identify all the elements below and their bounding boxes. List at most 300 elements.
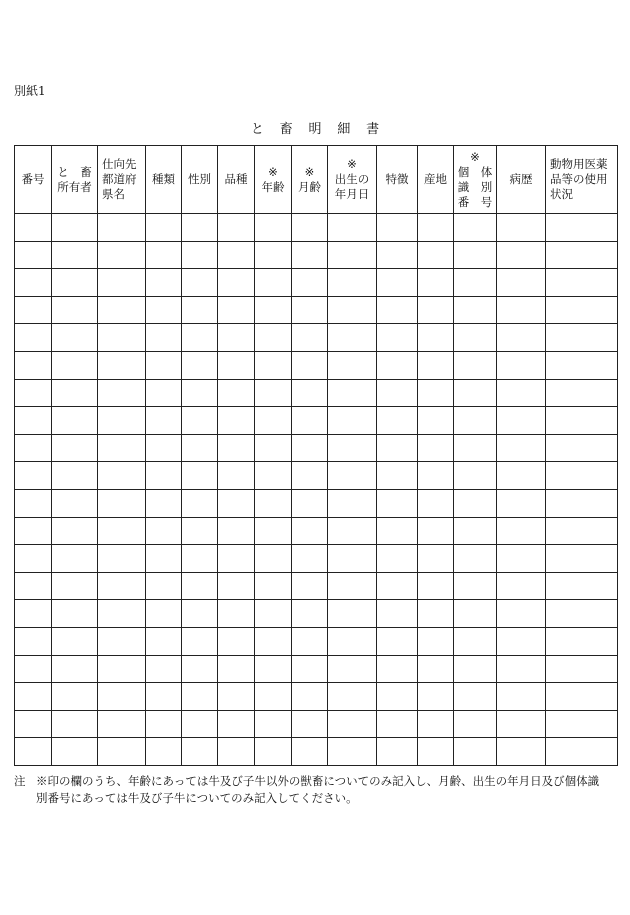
table-cell[interactable] [377,655,418,683]
table-cell[interactable] [98,434,146,462]
table-cell[interactable] [15,407,52,435]
table-cell[interactable] [15,324,52,352]
table-cell[interactable] [182,434,218,462]
table-cell[interactable] [218,545,255,573]
table-cell[interactable] [255,407,292,435]
table-cell[interactable] [377,600,418,628]
table-cell[interactable] [328,572,377,600]
table-cell[interactable] [546,407,618,435]
table-cell[interactable] [52,407,98,435]
table-cell[interactable] [454,627,497,655]
table-cell[interactable] [255,627,292,655]
table-cell[interactable] [52,351,98,379]
table-cell[interactable] [454,407,497,435]
table-cell[interactable] [546,269,618,297]
table-cell[interactable] [146,545,182,573]
table-cell[interactable] [98,489,146,517]
header-age-months: ※ 月齢 [292,146,328,214]
table-cell[interactable] [497,462,546,490]
table-cell[interactable] [182,627,218,655]
table-cell[interactable] [182,489,218,517]
table-cell[interactable] [218,738,255,766]
table-cell[interactable] [497,434,546,462]
table-cell[interactable] [146,214,182,242]
table-cell[interactable] [418,434,454,462]
footnote [14,773,618,807]
table-cell[interactable] [454,517,497,545]
table-cell[interactable] [146,489,182,517]
table-cell[interactable] [377,710,418,738]
table-cell[interactable] [292,710,328,738]
table-cell[interactable] [146,296,182,324]
table-cell[interactable] [328,379,377,407]
table-cell[interactable] [98,269,146,297]
table-cell[interactable] [52,241,98,269]
table-cell[interactable] [418,351,454,379]
header-age: ※ 年齢 [255,146,292,214]
table-cell[interactable] [218,683,255,711]
table-cell[interactable] [292,738,328,766]
table-cell[interactable] [292,545,328,573]
table-cell[interactable] [52,655,98,683]
table-cell[interactable] [255,655,292,683]
table-cell[interactable] [52,517,98,545]
table-cell[interactable] [255,324,292,352]
table-cell[interactable] [218,710,255,738]
table-cell[interactable] [546,434,618,462]
table-cell[interactable] [218,214,255,242]
table-cell[interactable] [146,572,182,600]
table-cell[interactable] [497,269,546,297]
table-cell[interactable] [377,545,418,573]
table-cell[interactable] [292,489,328,517]
table-cell[interactable] [454,434,497,462]
table-cell[interactable] [255,462,292,490]
table-cell[interactable] [546,545,618,573]
table-cell[interactable] [454,545,497,573]
table-cell[interactable] [497,545,546,573]
table-cell[interactable] [182,655,218,683]
table-cell[interactable] [377,351,418,379]
table-cell[interactable] [546,627,618,655]
table-cell[interactable] [218,351,255,379]
table-cell[interactable] [218,407,255,435]
table-cell[interactable] [454,738,497,766]
table-cell[interactable] [377,241,418,269]
table-cell[interactable] [292,351,328,379]
table-cell[interactable] [146,683,182,711]
table-cell[interactable] [292,572,328,600]
header-breed: 品種 [218,146,255,214]
table-cell[interactable] [546,600,618,628]
table-cell[interactable] [15,379,52,407]
table-cell[interactable] [377,407,418,435]
table-cell[interactable] [218,655,255,683]
table-cell[interactable] [98,241,146,269]
table-cell[interactable] [454,683,497,711]
table-cell[interactable] [15,545,52,573]
table-cell[interactable] [292,407,328,435]
table-cell[interactable] [546,655,618,683]
table-cell[interactable] [497,324,546,352]
table-cell[interactable] [98,545,146,573]
table-cell[interactable] [98,379,146,407]
table-cell[interactable] [146,600,182,628]
table-cell[interactable] [182,214,218,242]
table-cell[interactable] [52,269,98,297]
table-cell[interactable] [454,269,497,297]
table-cell[interactable] [146,710,182,738]
table-cell[interactable] [52,296,98,324]
table-cell[interactable] [146,627,182,655]
table-cell[interactable] [52,489,98,517]
table-cell[interactable] [146,324,182,352]
table-cell[interactable] [146,379,182,407]
table-cell[interactable] [255,710,292,738]
table-cell[interactable] [497,655,546,683]
table-cell[interactable] [146,655,182,683]
table-cell[interactable] [255,600,292,628]
table-cell[interactable] [15,214,52,242]
header-sex: 性別 [182,146,218,214]
table-cell[interactable] [255,269,292,297]
table-cell[interactable] [377,324,418,352]
table-cell[interactable] [418,683,454,711]
table-cell[interactable] [328,489,377,517]
table-cell[interactable] [182,738,218,766]
table-cell[interactable] [454,489,497,517]
table-cell[interactable] [146,517,182,545]
table-cell[interactable] [15,655,52,683]
table-cell[interactable] [15,462,52,490]
table-cell[interactable] [328,269,377,297]
table-cell[interactable] [292,600,328,628]
table-cell[interactable] [546,324,618,352]
table-cell[interactable] [52,545,98,573]
table-cell[interactable] [255,379,292,407]
table-cell[interactable] [418,296,454,324]
table-cell[interactable] [146,738,182,766]
table-cell[interactable] [98,407,146,435]
table-cell[interactable] [328,324,377,352]
table-cell[interactable] [328,627,377,655]
table-cell[interactable] [15,351,52,379]
table-cell[interactable] [182,269,218,297]
table-cell[interactable] [497,489,546,517]
table-cell[interactable] [182,379,218,407]
table-cell[interactable] [546,214,618,242]
table-cell[interactable] [15,710,52,738]
table-cell[interactable] [328,462,377,490]
table-cell[interactable] [52,462,98,490]
table-row [15,627,618,655]
table-cell[interactable] [418,710,454,738]
table-cell[interactable] [98,572,146,600]
table-cell[interactable] [255,241,292,269]
table-cell[interactable] [418,655,454,683]
table-cell[interactable] [15,600,52,628]
table-cell[interactable] [52,710,98,738]
table-cell[interactable] [546,351,618,379]
table-cell[interactable] [52,738,98,766]
table-cell[interactable] [15,627,52,655]
table-cell[interactable] [218,489,255,517]
table-cell[interactable] [218,269,255,297]
table-cell[interactable] [292,269,328,297]
table-cell[interactable] [52,434,98,462]
table-cell[interactable] [98,517,146,545]
table-cell[interactable] [546,296,618,324]
footnote-line-1: ※印の欄のうち、年齢にあっては牛及び子牛以外の獣畜についてのみ記入し、月齢、出生の年月日及び個体識 [36,774,600,788]
table-cell[interactable] [454,351,497,379]
table-cell[interactable] [98,738,146,766]
table-cell[interactable] [418,324,454,352]
table-cell[interactable] [377,738,418,766]
table-cell[interactable] [454,655,497,683]
table-cell[interactable] [292,434,328,462]
table-cell[interactable] [497,627,546,655]
table-cell[interactable] [454,379,497,407]
table-cell[interactable] [182,600,218,628]
table-cell[interactable] [497,600,546,628]
table-cell[interactable] [418,738,454,766]
table-cell[interactable] [328,241,377,269]
table-cell[interactable] [15,572,52,600]
attachment-label: 別紙1 [14,84,46,98]
table-cell[interactable] [182,241,218,269]
table-cell[interactable] [255,434,292,462]
table-cell[interactable] [546,462,618,490]
table-row [15,462,618,490]
table-cell[interactable] [454,241,497,269]
table-cell[interactable] [15,738,52,766]
table-cell[interactable] [497,241,546,269]
table-cell[interactable] [454,324,497,352]
table-cell[interactable] [218,296,255,324]
table-cell[interactable] [328,545,377,573]
table-cell[interactable] [98,655,146,683]
table-cell[interactable] [454,600,497,628]
table-cell[interactable] [255,296,292,324]
table-cell[interactable] [146,407,182,435]
table-cell[interactable] [546,489,618,517]
table-cell[interactable] [255,489,292,517]
table-cell[interactable] [218,241,255,269]
table-cell[interactable] [377,627,418,655]
table-cell[interactable] [377,214,418,242]
table-cell[interactable] [546,710,618,738]
table-cell[interactable] [255,545,292,573]
table-cell[interactable] [328,407,377,435]
table-cell[interactable] [98,296,146,324]
table-cell[interactable] [292,462,328,490]
table-cell[interactable] [182,324,218,352]
table-cell[interactable] [146,434,182,462]
table-cell[interactable] [182,710,218,738]
table-cell[interactable] [328,517,377,545]
table-cell[interactable] [52,683,98,711]
table-cell[interactable] [328,296,377,324]
table-cell[interactable] [182,462,218,490]
table-cell[interactable] [546,572,618,600]
table-cell[interactable] [328,683,377,711]
table-cell[interactable] [182,572,218,600]
table-cell[interactable] [292,214,328,242]
table-cell[interactable] [497,296,546,324]
table-cell[interactable] [292,517,328,545]
table-cell[interactable] [15,489,52,517]
table-cell[interactable] [218,572,255,600]
table-cell[interactable] [546,738,618,766]
table-cell[interactable] [255,738,292,766]
table-cell[interactable] [98,710,146,738]
table-cell[interactable] [454,710,497,738]
table-cell[interactable] [182,683,218,711]
table-cell[interactable] [497,572,546,600]
table-cell[interactable] [328,710,377,738]
table-cell[interactable] [98,324,146,352]
table-cell[interactable] [377,683,418,711]
footnote-line-2: 別番号にあっては牛及び子牛についてのみ記入してください。 [36,791,358,805]
table-cell[interactable] [15,683,52,711]
table-cell[interactable] [292,296,328,324]
table-cell[interactable] [377,517,418,545]
table-cell[interactable] [497,710,546,738]
header-medical-history: 病歴 [497,146,546,214]
table-cell[interactable] [546,241,618,269]
table-cell[interactable] [454,214,497,242]
table-cell[interactable] [497,214,546,242]
table-cell[interactable] [15,241,52,269]
table-cell[interactable] [328,434,377,462]
table-cell[interactable] [418,545,454,573]
table-cell[interactable] [98,600,146,628]
table-cell[interactable] [328,655,377,683]
table-cell[interactable] [328,351,377,379]
table-cell[interactable] [377,572,418,600]
table-cell[interactable] [377,462,418,490]
table-cell[interactable] [497,738,546,766]
table-cell[interactable] [146,462,182,490]
table-cell[interactable] [52,627,98,655]
table-cell[interactable] [52,572,98,600]
header-birth-date: ※ 出生の 年月日 [328,146,377,214]
table-cell[interactable] [454,572,497,600]
table-cell[interactable] [418,572,454,600]
table-cell[interactable] [377,489,418,517]
table-cell[interactable] [255,572,292,600]
table-cell[interactable] [146,351,182,379]
table-cell[interactable] [146,241,182,269]
table-row [15,407,618,435]
header-individual-id: ※ 個 体 識 別 番 号 [454,146,497,214]
table-cell[interactable] [146,269,182,297]
table-cell[interactable] [497,407,546,435]
table-cell[interactable] [15,269,52,297]
table-cell[interactable] [292,324,328,352]
document-title: と 畜 明 細 書 [250,122,386,137]
slaughter-detail-table [14,145,618,766]
table-cell[interactable] [182,407,218,435]
table-cell[interactable] [218,462,255,490]
header-origin: 産地 [418,146,454,214]
table-cell[interactable] [328,600,377,628]
table-cell[interactable] [418,407,454,435]
table-cell[interactable] [218,324,255,352]
table-cell[interactable] [255,683,292,711]
table-cell[interactable] [497,683,546,711]
table-cell[interactable] [546,683,618,711]
table-cell[interactable] [98,462,146,490]
table-cell[interactable] [52,214,98,242]
table-cell[interactable] [497,379,546,407]
table-cell[interactable] [328,214,377,242]
table-cell[interactable] [98,627,146,655]
table-cell[interactable] [418,214,454,242]
table-cell[interactable] [454,462,497,490]
table-cell[interactable] [182,351,218,379]
table-row [15,655,618,683]
table-cell[interactable] [98,351,146,379]
table-cell[interactable] [218,517,255,545]
table-cell[interactable] [418,489,454,517]
table-cell[interactable] [255,351,292,379]
table-cell[interactable] [182,545,218,573]
table-cell[interactable] [52,324,98,352]
table-cell[interactable] [328,738,377,766]
table-cell[interactable] [418,627,454,655]
table-cell[interactable] [418,600,454,628]
table-cell[interactable] [418,462,454,490]
table-cell[interactable] [292,655,328,683]
table-cell[interactable] [52,600,98,628]
table-cell[interactable] [255,517,292,545]
table-cell[interactable] [292,241,328,269]
table-cell[interactable] [218,434,255,462]
table-cell[interactable] [292,627,328,655]
table-cell[interactable] [418,517,454,545]
table-cell[interactable] [546,517,618,545]
table-cell[interactable] [454,296,497,324]
table-cell[interactable] [546,379,618,407]
table-cell[interactable] [15,517,52,545]
table-cell[interactable] [292,379,328,407]
table-cell[interactable] [218,379,255,407]
table-cell[interactable] [497,351,546,379]
table-cell[interactable] [218,600,255,628]
table-cell[interactable] [418,241,454,269]
table-cell[interactable] [15,434,52,462]
table-cell[interactable] [377,379,418,407]
table-cell[interactable] [52,379,98,407]
table-row [15,214,618,242]
table-cell[interactable] [98,683,146,711]
table-cell[interactable] [377,269,418,297]
table-cell[interactable] [182,296,218,324]
table-cell[interactable] [418,379,454,407]
table-cell[interactable] [182,517,218,545]
table-cell[interactable] [377,296,418,324]
table-cell[interactable] [98,214,146,242]
table-cell[interactable] [292,683,328,711]
table-cell[interactable] [377,434,418,462]
table-cell[interactable] [218,627,255,655]
table-cell[interactable] [497,517,546,545]
table-cell[interactable] [15,296,52,324]
table-row [15,324,618,352]
table-cell[interactable] [418,269,454,297]
table-cell[interactable] [255,214,292,242]
